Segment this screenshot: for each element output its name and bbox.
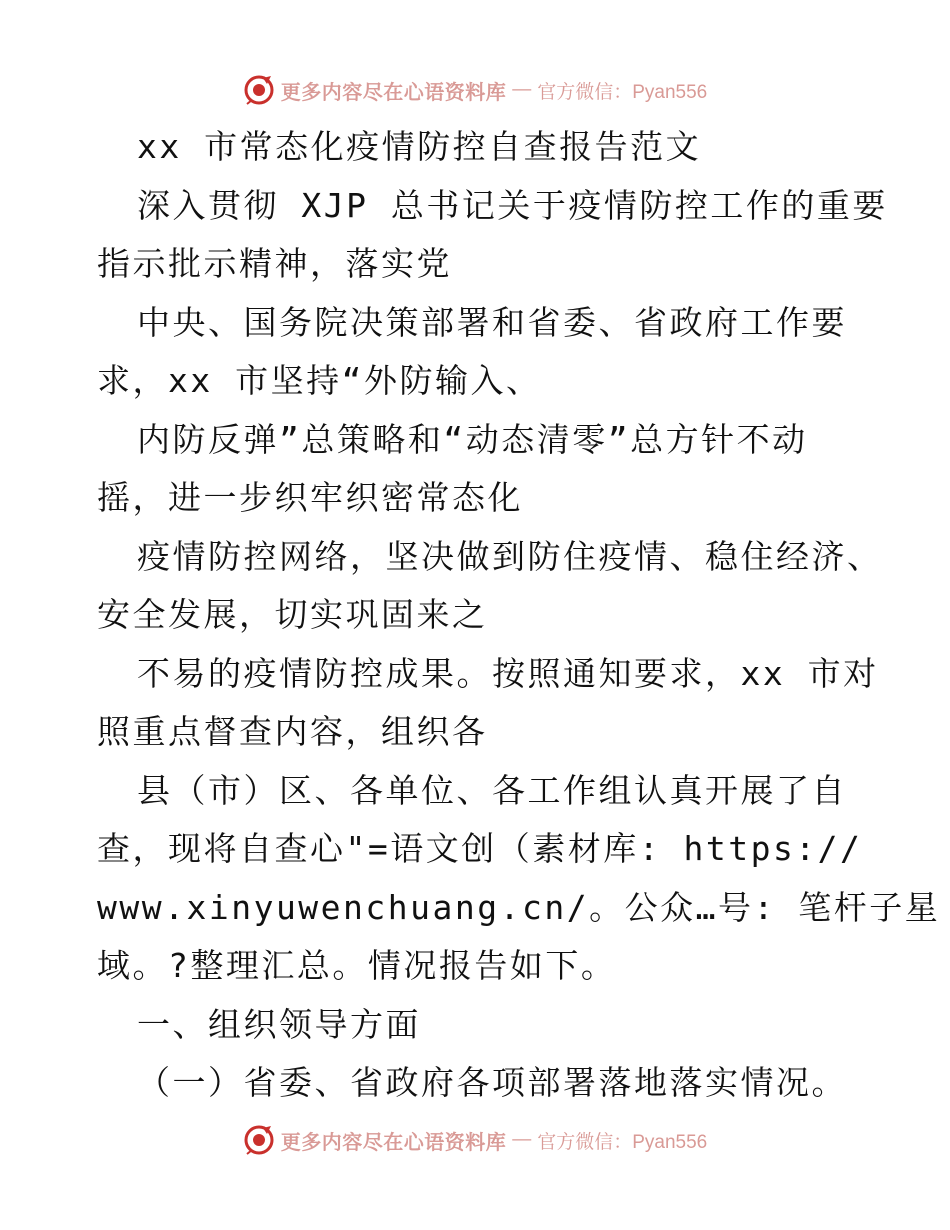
section-heading: 一、组织领导方面 — [137, 1004, 421, 1044]
quill-seal-icon — [243, 74, 275, 106]
paragraph-line: 指示批示精神，落实党 — [97, 244, 452, 283]
watermark-main-text: 更多内容尽在心语资料库 — [280, 1129, 507, 1154]
paragraph-line: 疫情防控网络，坚决做到防住疫情、稳住经济、 — [137, 536, 883, 576]
paragraph-line: 安全发展，切实巩固来之 — [97, 595, 488, 634]
paragraph-line: 照重点督查内容，组织各 — [97, 712, 488, 751]
watermark-sub-text: 官方微信：Pyan556 — [537, 81, 708, 103]
paragraph-line: 查，现将自查心"=语文创（素材库: https:// — [97, 829, 863, 868]
paragraph-line: 深入贯彻 XJP 总书记关于疫情防控工作的重要 — [137, 185, 888, 225]
paragraph-line: 域。?整理汇总。情况报告如下。 — [97, 946, 617, 985]
paragraph-line: 求，xx 市坚持“外防输入、 — [97, 361, 542, 400]
paragraph-line: www.xinyuwenchuang.cn/。公众…号: 笔杆子星 — [97, 887, 941, 927]
paragraph-line: 不易的疫情防控成果。按照通知要求，xx 市对 — [137, 653, 879, 693]
watermark-main-text: 更多内容尽在心语资料库 — [280, 79, 507, 104]
footer-watermark — [0, 1120, 950, 1160]
subsection-heading: （一）省委、省政府各项部署落地落实情况。 — [137, 1063, 847, 1102]
watermark-dash: — — [512, 79, 532, 100]
paragraph-line: 内防反弹”总策略和“动态清零”总方针不动 — [137, 419, 808, 459]
paragraph-line: 摇，进一步织牢织密常态化 — [97, 478, 523, 517]
quill-seal-icon — [243, 1124, 275, 1156]
document-body — [97, 118, 941, 1113]
paragraph-line: 县（市）区、各单位、各工作组认真开展了自 — [137, 770, 847, 810]
document-title: xx 市常态化疫情防控自查报告范文 — [137, 127, 702, 166]
watermark-dash: — — [512, 1129, 532, 1150]
header-watermark — [0, 70, 950, 110]
watermark-sub-text: 官方微信：Pyan556 — [537, 1131, 708, 1153]
paragraph-line: 中央、国务院决策部署和省委、省政府工作要 — [137, 302, 847, 342]
